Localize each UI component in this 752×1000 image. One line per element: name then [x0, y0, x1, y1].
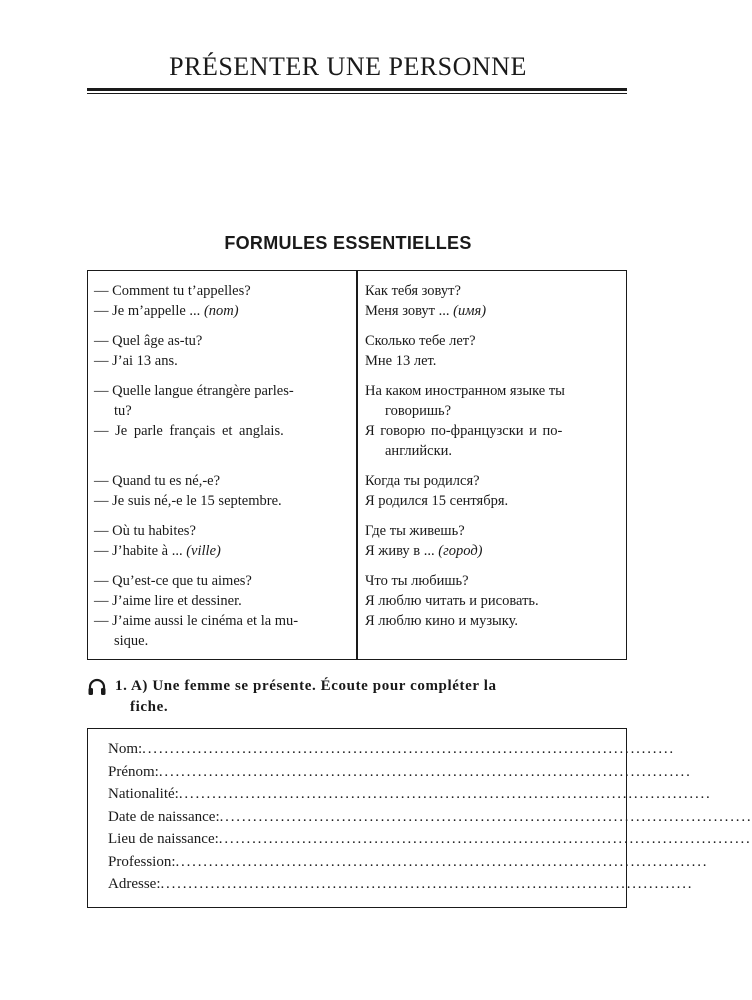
translation-line	[365, 541, 623, 561]
fiche-field-adresse	[108, 873, 694, 896]
phrase-group-likes	[94, 571, 350, 651]
translation-placeholder: (город)	[438, 543, 483, 559]
field-label: Date de naissance:	[108, 808, 220, 825]
fiche-field-date-naissance	[108, 806, 752, 829]
exercise-line-1	[87, 676, 632, 697]
translation-group-age	[365, 331, 623, 371]
field-blank[interactable]: ................................................................................................	[175, 853, 709, 870]
phrase-line: — Qu’est-ce que tu aimes?	[94, 573, 252, 589]
exercise-text: 1. A) Une femme se présente. Écoute pour compléter la	[115, 678, 497, 694]
translation-line: Когда ты родился?	[365, 473, 480, 489]
translation-group-city	[365, 521, 623, 561]
translation-line: Я люблю кино и музыку.	[365, 613, 519, 629]
phrase-line	[94, 301, 350, 321]
fiche-field-profession	[108, 851, 709, 874]
phrase-line: — J’aime aussi le cinéma et la mu-	[94, 613, 299, 629]
translation-line: Я говорю по-французски и по-	[365, 423, 563, 439]
translation-placeholder: (имя)	[453, 303, 487, 319]
fiche-field-prenom	[108, 761, 692, 784]
formules-table	[87, 270, 627, 660]
phrase-text: — J’habite à ...	[94, 543, 187, 559]
phrase-text: — Je m’appelle ...	[94, 303, 204, 319]
translation-group-birth	[365, 471, 623, 511]
translation-text: Меня зовут ...	[365, 303, 454, 319]
field-blank[interactable]: ................................................................................................	[158, 763, 692, 780]
fiche-form	[87, 728, 752, 908]
french-column	[94, 281, 350, 661]
phrase-line: — Je parle français et anglais.	[94, 423, 284, 439]
phrase-line	[94, 541, 350, 561]
phrase-line: — J’ai 13 ans.	[94, 353, 178, 369]
translation-line: Как тебя зовут?	[365, 283, 461, 299]
exercise-line-2: fiche.	[130, 699, 169, 715]
phrase-group-birth	[94, 471, 350, 511]
translation-group-language	[365, 381, 623, 461]
fiche-field-nationalite	[108, 783, 712, 806]
phrase-placeholder: (nom)	[203, 303, 239, 319]
translation-line: говоришь?	[385, 403, 452, 419]
phrase-line: — Quel âge as-tu?	[94, 333, 203, 349]
translation-text: Я живу в ...	[365, 543, 439, 559]
field-label: Adresse:	[108, 876, 161, 892]
field-blank[interactable]: ................................................................................................	[178, 786, 712, 802]
translation-line: Что ты любишь?	[365, 573, 469, 589]
field-label: Nationalité:	[108, 786, 179, 802]
translation-line: На каком иностранном языке ты	[365, 383, 565, 399]
field-blank[interactable]: ................................................................................................	[160, 876, 694, 892]
translation-line: Где ты живешь?	[365, 523, 465, 539]
phrase-line: — Où tu habites?	[94, 523, 196, 539]
field-label: Lieu de naissance:	[108, 831, 219, 847]
phrase-line: sique.	[114, 633, 149, 649]
field-label: Prénom:	[108, 763, 159, 780]
field-label: Nom:	[108, 741, 143, 757]
phrase-line: — J’aime lire et dessiner.	[94, 593, 242, 609]
translation-group-name	[365, 281, 623, 321]
field-blank[interactable]: ................................................................................................	[219, 808, 752, 825]
translation-group-likes	[365, 571, 623, 631]
headphones-icon	[87, 678, 107, 696]
field-label: Profession:	[108, 853, 176, 870]
phrase-line: — Quand tu es né,-e?	[94, 473, 221, 489]
phrase-line: tu?	[114, 403, 132, 419]
translation-line: Сколько тебе лет?	[365, 333, 476, 349]
field-blank[interactable]: ................................................................................................	[142, 741, 675, 757]
column-divider	[356, 271, 358, 659]
translation-line: Мне 13 лет.	[365, 353, 437, 369]
translation-line: Я родился 15 сентября.	[365, 493, 509, 509]
phrase-placeholder: (ville)	[186, 543, 221, 559]
phrase-group-age	[94, 331, 350, 371]
phrase-line: — Quelle langue étrangère parles-	[94, 383, 294, 399]
phrase-line: — Comment tu t’appelles?	[94, 283, 251, 299]
translation-line: Я люблю читать и рисовать.	[365, 593, 539, 609]
phrase-line: — Je suis né,-e le 15 septembre.	[94, 493, 282, 509]
phrase-group-name	[94, 281, 350, 321]
translation-line	[365, 301, 623, 321]
phrase-group-city	[94, 521, 350, 561]
fiche-field-lieu-naissance	[108, 828, 752, 851]
translation-line: английски.	[385, 443, 453, 459]
formules-heading: FORMULES ESSENTIELLES	[224, 233, 472, 253]
russian-column	[365, 281, 623, 641]
phrase-group-language	[94, 381, 350, 461]
phrase-line-spacer	[94, 441, 350, 461]
exercise-instruction	[87, 676, 632, 718]
title-rule-thick	[87, 88, 627, 91]
field-blank[interactable]: ................................................................................................	[218, 831, 752, 847]
title-rule-thin	[87, 93, 627, 94]
fiche-field-nom	[108, 738, 675, 761]
page-title: PRÉSENTER UNE PERSONNE	[169, 52, 527, 81]
